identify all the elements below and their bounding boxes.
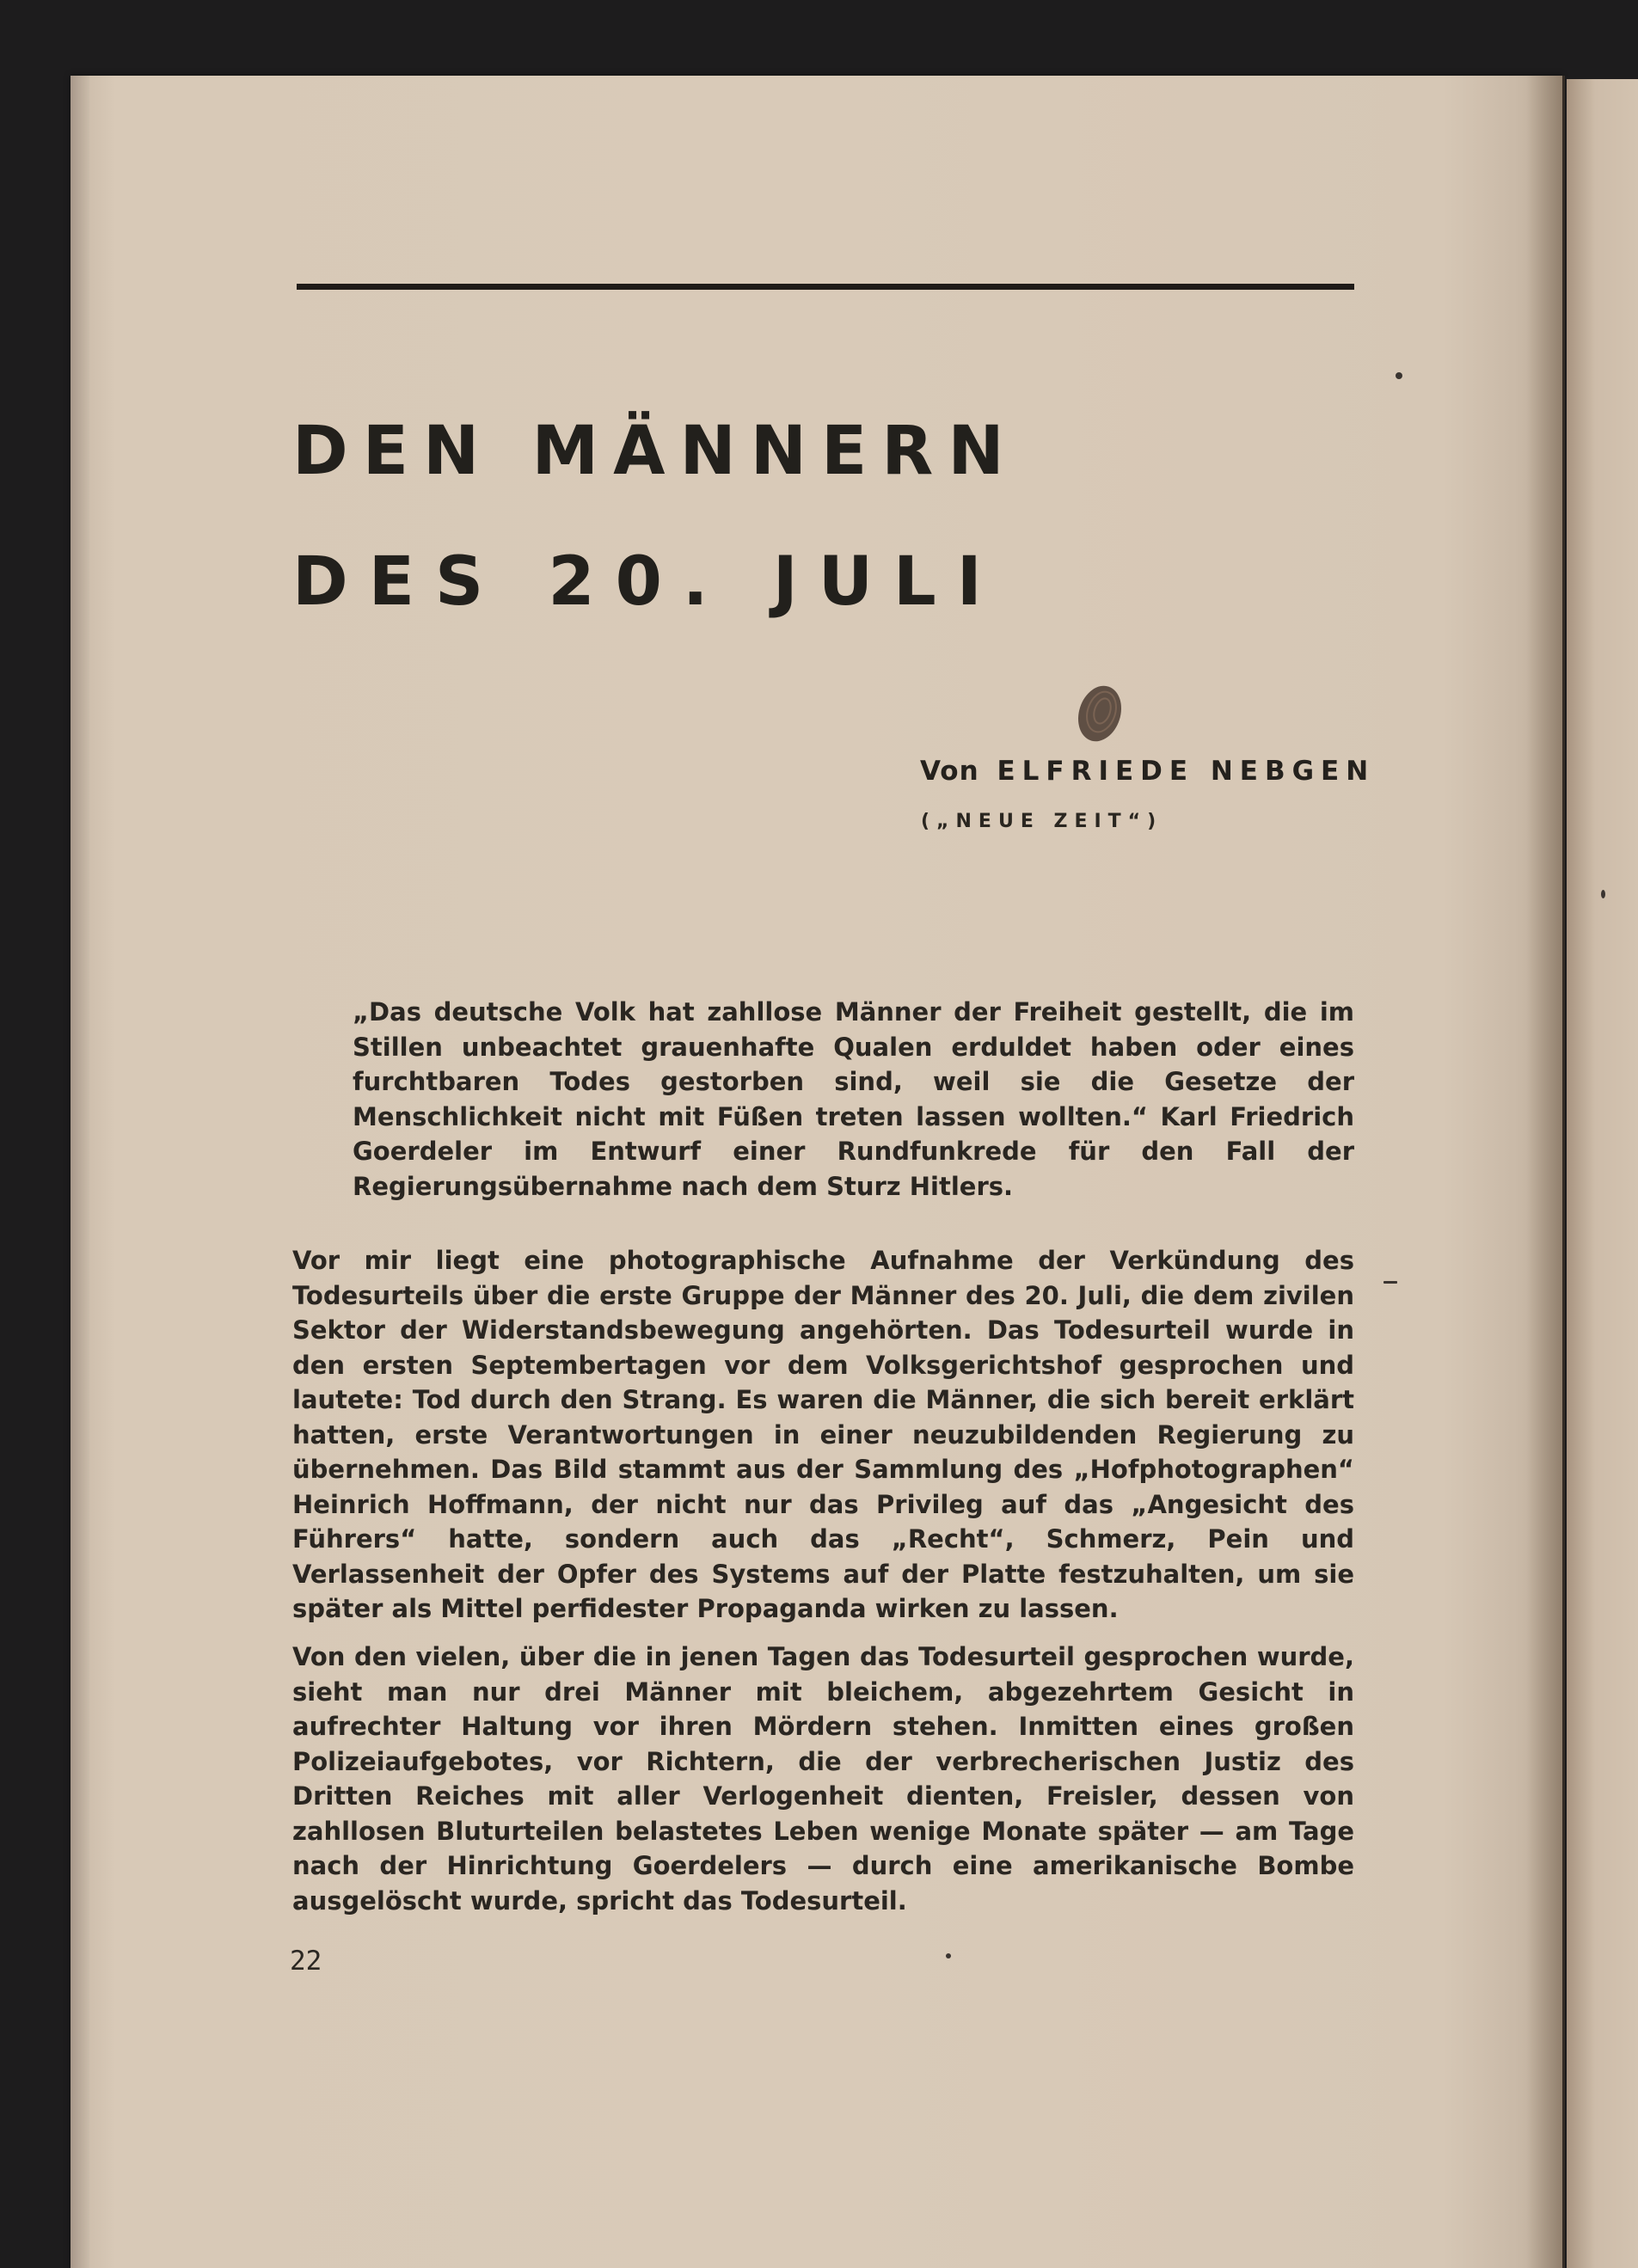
body-paragraph-1: Vor mir liegt eine photographische Aufnahme der Verkündung des Todesurteils über die erste Gruppe der Männer des 20. Juli, die dem zivilen Sektor der Widerstandsbewegung angehörten. Das Todesurteil wurde in den ersten Septembertagen vor dem Volksgerichtshof gesprochen und lautete: Tod durch den Strang. Es waren die Männer, die sich bereit erklärt hatten, erste Verantwortungen in einer neuzubildenden Regierung zu übernehmen. Das Bild stammt aus der Sammlung des „Hofphotographen“ Heinrich Hoffmann, der nicht nur das Privileg auf das „Angesicht des Führers“ hatte, sondern auch das „Recht“, Schmerz, Pein und Verlassenheit der Opfer des Systems auf der Platte festzuhalten, um sie später als Mittel perfidester Propaganda wirken zu lassen. — [292, 1246, 1354, 1623]
paper-speck — [1396, 372, 1402, 379]
paper-speck — [1601, 890, 1605, 898]
body-paragraph-2: Von den vielen, über die in jenen Tagen das Todesurteil gesprochen wurde, sieht man nur drei Männer mit bleichem, abgezehrtem Gesicht in aufrechter Haltung vor ihren Mördern stehen. Inmitten eines großen Polizeiaufgebotes, vor Richtern, die der verbrecherischen Justiz des Dritten Reiches mit aller Verlogenheit dienten, Freisler, dessen von zahllosen Bluturteilen belastetes Leben wenige Monate später — am Tage nach der Hinrichtung Goerdelers — durch eine amerikanische Bombe ausgelöscht wurde, spricht das Todesurteil. — [292, 1642, 1354, 1916]
facing-page-edge — [1567, 79, 1638, 2268]
title-line-1: DEN MÄNNERN — [292, 413, 1019, 490]
page-gutter — [1526, 76, 1565, 2268]
page-number: 22 — [290, 1946, 322, 1977]
author-name: ELFRIEDE NEBGEN — [997, 756, 1376, 787]
header-rule — [297, 284, 1354, 290]
paper-speck — [946, 1953, 951, 1958]
publication-source: („NEUE ZEIT“) — [921, 811, 1163, 832]
title-line-2: DES 20. JULI — [292, 543, 1003, 621]
thumbprint-smudge — [1071, 681, 1129, 746]
epigraph-quote: „Das deutsche Volk hat zahllose Männer der Freiheit gestellt, die im Stillen unbeachtet grauenhafte Qualen erduldet haben oder eines furchtbaren Todes gestorben sind, weil sie die Gesetze der Menschlichkeit nicht mit Füßen treten lassen wollten.“ Karl Friedrich Goerdeler im Entwurf einer Rundfunkrede für den Fall der Regierungsübernahme nach dem Sturz Hitlers. — [353, 997, 1354, 1201]
byline — [920, 758, 1375, 785]
paper-speck — [1383, 1281, 1397, 1284]
byline-prefix: Von — [920, 756, 979, 787]
